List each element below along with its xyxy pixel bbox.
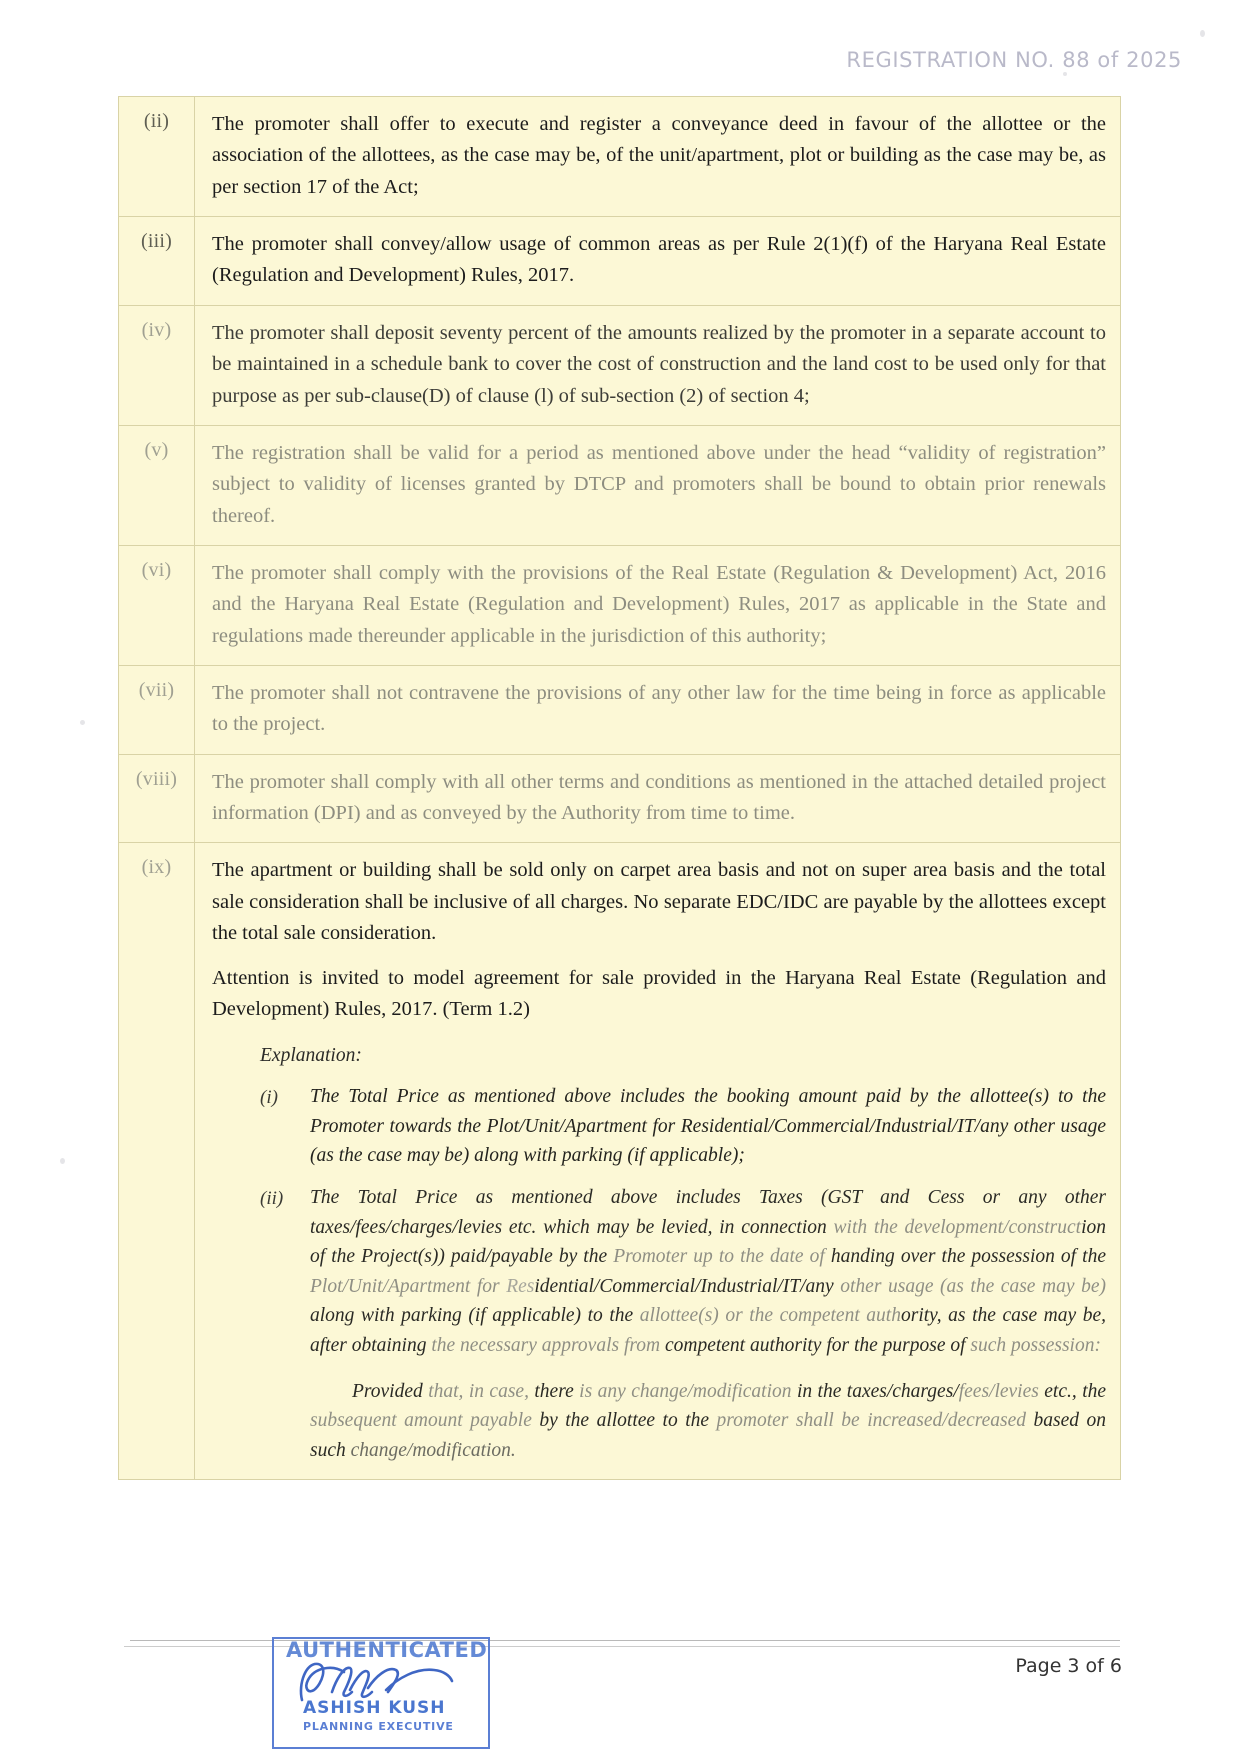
row-marker-cell	[119, 843, 195, 1479]
row-text-cell	[195, 666, 1121, 755]
registration-number-header: REGISTRATION NO. 88 of 2025	[846, 48, 1182, 72]
signatory-name: ASHISH KUSH	[303, 1698, 446, 1718]
row-marker-cell	[119, 217, 195, 306]
row-text-cell	[195, 217, 1121, 306]
row-marker-cell	[119, 97, 195, 217]
explanation-fragment: allottee(s) or the competent auth	[639, 1305, 901, 1327]
row-text: The promoter shall comply with all other terms and conditions as mentioned in the attached detailed project information (DPI) and as conveyed by the Authority from time to time.	[212, 770, 1106, 825]
proviso-fragment: subsequent amount payable	[310, 1410, 540, 1432]
row-marker-cell	[119, 305, 195, 425]
explanation-fragment: Res	[506, 1275, 535, 1297]
row-text: The promoter shall comply with the provisions of the Real Estate (Regulation & Development) Act, 2016 and the Haryana Real Estate (Regulation and Development) Rules, 2017 as applicable in the State and regulations made thereunder applicable in the jurisdiction of this authority;	[212, 561, 1106, 647]
explanation-block	[212, 1041, 1106, 1465]
proviso-fragment: change/modification.	[350, 1439, 516, 1461]
row-ix-body	[195, 843, 1120, 1478]
scan-speckle	[80, 720, 85, 725]
explanation-fragment: Plot/Unit/Apartment for	[310, 1275, 507, 1297]
explanation-fragment: handing over the possession of the	[830, 1246, 1106, 1268]
row-text: The promoter shall convey/allow usage of common areas as per Rule 2(1)(f) of the Haryana Real Estate (Regulation and Development) Rules, 2017.	[212, 233, 1106, 287]
row-marker: (vii)	[138, 679, 175, 702]
explanation-item-text: The Total Price as mentioned above includes the booking amount paid by the allottee(s) to the Promoter towards the Plot/Unit/Apartment for Residential/Commercial/Industrial/IT/any other usage (as the case may be) along with parking (if applicable);	[310, 1086, 1106, 1167]
explanation-fragment: other usage (as the case may be)	[840, 1275, 1106, 1297]
row-marker-cell	[119, 545, 195, 665]
proviso-fragment: allottee to the	[596, 1410, 717, 1432]
row-marker: (vi)	[141, 558, 172, 581]
explanation-fragment: the necessary approvals from	[431, 1335, 665, 1357]
proviso-fragment: promoter shall be increased/decreased	[716, 1410, 1034, 1432]
scan-speckle	[1200, 30, 1205, 37]
explanation-fragment: along with parking (if applicable) to the	[310, 1305, 640, 1327]
proviso-fragment: taxes/charges/	[846, 1380, 959, 1402]
page-number: Page 3 of 6	[1015, 1655, 1122, 1677]
explanation-fragment: competent authority for the purpose of	[664, 1335, 971, 1357]
proviso-fragment: etc., the	[1044, 1380, 1107, 1402]
explanation-fragment: ority, as the case may be, after obtaining	[310, 1305, 1106, 1357]
row-text: The promoter shall not contravene the provisions of any other law for the time being in force as applicable to the project.	[212, 682, 1106, 736]
row-marker-cell	[119, 666, 195, 755]
row-marker: (ix)	[141, 856, 172, 879]
proviso-paragraph	[310, 1377, 1106, 1466]
table-row	[119, 305, 1121, 425]
proviso-fragment: Provided	[352, 1380, 429, 1402]
table-row	[119, 666, 1121, 755]
authenticated-label: AUTHENTICATED	[286, 1638, 488, 1662]
explanation-item-marker: (i)	[260, 1087, 278, 1109]
signatory-designation: PLANNING EXECUTIVE	[303, 1720, 454, 1733]
explanation-fragment: with the development/construct	[833, 1216, 1082, 1238]
row-text: The registration shall be valid for a period as mentioned above under the head “validity of registration” subject to validity of licenses granted by DTCP and promoters shall be bound to obtain prior renewals thereof.	[212, 441, 1106, 527]
row-marker: (iii)	[141, 230, 172, 253]
explanation-label: Explanation:	[260, 1045, 362, 1067]
table-row	[119, 425, 1121, 545]
explanation-item	[260, 1183, 1106, 1361]
table-row	[119, 754, 1121, 843]
explanation-fragment: idential/Commercial/Industrial/IT/any	[534, 1275, 841, 1297]
row-text-cell	[195, 97, 1121, 217]
row-ix-paragraph-1: The apartment or building shall be sold only on carpet area basis and not on super area basis and the total sale consideration shall be inclusive of all charges. No separate EDC/IDC are payable by the allottees except the total sale consideration.	[212, 859, 1106, 945]
proviso-fragment: that, in case,	[428, 1380, 535, 1402]
proviso-fragment: is any change/modification	[579, 1380, 797, 1402]
table-row	[119, 545, 1121, 665]
explanation-fragment: Promoter up to the date of	[613, 1246, 831, 1268]
proviso-fragment: based on such	[310, 1410, 1106, 1461]
row-marker: (v)	[144, 438, 169, 461]
explanation-fragment: such possession:	[970, 1335, 1101, 1357]
row-text: The promoter shall deposit seventy percent of the amounts realized by the promoter in a separate account to be maintained in a schedule bank to cover the cost of construction and the land cost to be used only for that purpose as per sub-clause(D) of clause (l) of sub-section (2) of section 4;	[212, 321, 1106, 407]
row-text: The promoter shall offer to execute and register a conveyance deed in favour of the allottee or the association of the allottees, as the case may be, of the unit/apartment, plot or building as the case may be, as per section 17 of the Act;	[212, 113, 1106, 198]
proviso-fragment: fees/levies	[958, 1380, 1045, 1402]
row-marker: (viii)	[135, 767, 178, 790]
scan-speckle	[60, 1158, 65, 1164]
row-marker-cell	[119, 425, 195, 545]
terms-and-conditions-table	[118, 96, 1121, 1480]
row-text-cell	[195, 545, 1121, 665]
proviso-fragment: there	[534, 1380, 580, 1402]
table-row-ix	[119, 843, 1121, 1479]
explanation-fragment: The Total Price as mentioned above includes Taxes (GST and Cess or any other taxes/fees/charges/levies etc. which may be levied, in connection	[310, 1186, 1106, 1238]
row-text-cell	[195, 843, 1121, 1479]
proviso-fragment: in the	[796, 1380, 847, 1402]
row-text-cell	[195, 305, 1121, 425]
row-text-cell	[195, 754, 1121, 843]
row-text-cell	[195, 425, 1121, 545]
table-row	[119, 217, 1121, 306]
explanation-item	[260, 1082, 1106, 1171]
row-marker: (iv)	[141, 318, 172, 341]
row-marker-cell	[119, 754, 195, 843]
explanation-item-marker: (ii)	[260, 1187, 284, 1209]
proviso-fragment: by the	[539, 1410, 597, 1432]
row-ix-paragraph-2: Attention is invited to model agreement for sale provided in the Haryana Real Estate (Regulation and Development) Rules, 2017. (Term 1.2)	[212, 966, 1106, 1020]
explanation-item-text	[310, 1183, 1106, 1361]
explanation-fragment: ion of the Project(s)) paid/payable by the	[310, 1216, 1106, 1268]
scan-speckle	[1063, 72, 1067, 76]
row-marker: (ii)	[143, 110, 170, 132]
table-row	[119, 97, 1121, 217]
